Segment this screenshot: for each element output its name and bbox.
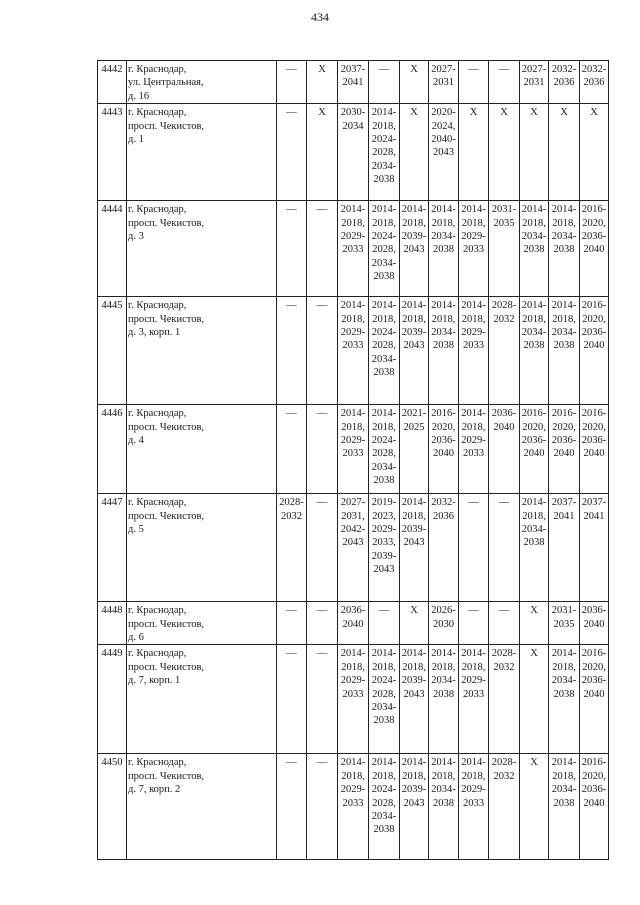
- address-line: г. Краснодар,: [128, 107, 187, 119]
- address-line: г. Краснодар,: [128, 605, 187, 617]
- period-cell: 2016- 2020, 2036- 2040: [580, 201, 609, 297]
- period-cell: —: [277, 645, 307, 754]
- period-cell: —: [459, 602, 489, 645]
- period-cell: 2028- 2032: [277, 494, 307, 602]
- period-cell: X: [459, 104, 489, 201]
- period-cell: 2014- 2018, 2029- 2033: [459, 754, 489, 860]
- address-line: д. 6: [128, 632, 144, 644]
- period-cell: 2036- 2040: [489, 405, 520, 494]
- period-cell: 2037- 2041: [338, 61, 369, 104]
- period-cell: 2030- 2034: [338, 104, 369, 201]
- period-cell: 2014- 2018, 2034- 2038: [520, 297, 549, 405]
- table-row: [98, 297, 609, 405]
- period-cell: 2027- 2031: [520, 61, 549, 104]
- period-cell: 2014- 2018, 2034- 2038: [520, 201, 549, 297]
- address-cell: [127, 754, 277, 860]
- address-line: д. 7, корп. 2: [128, 784, 181, 796]
- period-cell: 2032- 2036: [549, 61, 580, 104]
- period-cell: X: [549, 104, 580, 201]
- period-cell: X: [520, 645, 549, 754]
- table-row: [98, 754, 609, 860]
- period-cell: X: [400, 104, 429, 201]
- table-row: [98, 494, 609, 602]
- address-line: г. Краснодар,: [128, 757, 187, 769]
- repair-schedule-table: [97, 60, 609, 860]
- table-row: [98, 645, 609, 754]
- period-cell: 2014- 2018, 2034- 2038: [429, 754, 459, 860]
- period-cell: —: [459, 61, 489, 104]
- period-cell: 2014- 2018, 2029- 2033: [459, 645, 489, 754]
- period-cell: 2014- 2018, 2039- 2043: [400, 645, 429, 754]
- row-number: 4444: [98, 201, 127, 297]
- address-line: г. Краснодар,: [128, 300, 187, 312]
- period-cell: —: [277, 754, 307, 860]
- address-line: просп. Чекистов,: [128, 421, 205, 433]
- address-line: ул. Центральная,: [128, 77, 204, 89]
- address-cell: [127, 405, 277, 494]
- address-line: просп. Чекистов,: [128, 217, 205, 229]
- period-cell: —: [489, 61, 520, 104]
- row-number: 4443: [98, 104, 127, 201]
- period-cell: 2031- 2035: [489, 201, 520, 297]
- address-line: просп. Чекистов,: [128, 120, 205, 132]
- period-cell: 2032- 2036: [580, 61, 609, 104]
- period-cell: 2019- 2023, 2029- 2033, 2039- 2043: [369, 494, 400, 602]
- period-cell: 2014- 2018, 2024- 2028, 2034- 2038: [369, 297, 400, 405]
- address-line: просп. Чекистов,: [128, 770, 205, 782]
- row-number: 4447: [98, 494, 127, 602]
- period-cell: 2032- 2036: [429, 494, 459, 602]
- period-cell: —: [277, 297, 307, 405]
- address-line: просп. Чекистов,: [128, 661, 205, 673]
- period-cell: —: [489, 602, 520, 645]
- period-cell: —: [307, 297, 338, 405]
- period-cell: —: [277, 602, 307, 645]
- period-cell: 2014- 2018, 2029- 2033: [459, 297, 489, 405]
- period-cell: 2026- 2030: [429, 602, 459, 645]
- period-cell: 2027- 2031: [429, 61, 459, 104]
- period-cell: 2014- 2018, 2034- 2038: [429, 201, 459, 297]
- address-cell: [127, 201, 277, 297]
- period-cell: —: [369, 61, 400, 104]
- period-cell: 2014- 2018, 2029- 2033: [338, 297, 369, 405]
- table-row: [98, 602, 609, 645]
- period-cell: 2014- 2018, 2039- 2043: [400, 297, 429, 405]
- address-cell: [127, 61, 277, 104]
- period-cell: 2014- 2018, 2029- 2033: [459, 201, 489, 297]
- period-cell: X: [520, 602, 549, 645]
- period-cell: 2016- 2020, 2036- 2040: [580, 645, 609, 754]
- period-cell: 2020- 2024, 2040- 2043: [429, 104, 459, 201]
- period-cell: 2014- 2018, 2034- 2038: [549, 201, 580, 297]
- table-row: [98, 405, 609, 494]
- period-cell: —: [369, 602, 400, 645]
- period-cell: X: [307, 104, 338, 201]
- period-cell: 2016- 2020, 2036- 2040: [580, 405, 609, 494]
- row-number: 4442: [98, 61, 127, 104]
- period-cell: 2014- 2018, 2034- 2038: [429, 297, 459, 405]
- period-cell: 2016- 2020, 2036- 2040: [580, 754, 609, 860]
- address-line: просп. Чекистов,: [128, 510, 205, 522]
- period-cell: 2014- 2018, 2039- 2043: [400, 754, 429, 860]
- period-cell: —: [277, 61, 307, 104]
- row-number: 4450: [98, 754, 127, 860]
- period-cell: 2016- 2020, 2036- 2040: [429, 405, 459, 494]
- period-cell: 2014- 2018, 2039- 2043: [400, 494, 429, 602]
- table-row: [98, 61, 609, 104]
- period-cell: 2037- 2041: [580, 494, 609, 602]
- row-number: 4446: [98, 405, 127, 494]
- period-cell: —: [307, 405, 338, 494]
- period-cell: 2014- 2018, 2024- 2028, 2034- 2038: [369, 405, 400, 494]
- period-cell: 2036- 2040: [338, 602, 369, 645]
- period-cell: —: [277, 405, 307, 494]
- period-cell: —: [489, 494, 520, 602]
- period-cell: X: [400, 602, 429, 645]
- period-cell: 2028- 2032: [489, 754, 520, 860]
- period-cell: X: [400, 61, 429, 104]
- period-cell: —: [277, 104, 307, 201]
- address-cell: [127, 602, 277, 645]
- period-cell: —: [459, 494, 489, 602]
- period-cell: X: [520, 754, 549, 860]
- address-line: г. Краснодар,: [128, 204, 187, 216]
- address-line: г. Краснодар,: [128, 497, 187, 509]
- period-cell: 2014- 2018, 2029- 2033: [338, 645, 369, 754]
- row-number: 4445: [98, 297, 127, 405]
- table-row: [98, 201, 609, 297]
- period-cell: 2014- 2018, 2029- 2033: [338, 201, 369, 297]
- period-cell: X: [520, 104, 549, 201]
- period-cell: 2037- 2041: [549, 494, 580, 602]
- address-line: д. 5: [128, 524, 144, 536]
- period-cell: —: [277, 201, 307, 297]
- period-cell: 2031- 2035: [549, 602, 580, 645]
- address-cell: [127, 645, 277, 754]
- period-cell: —: [307, 201, 338, 297]
- address-cell: [127, 104, 277, 201]
- period-cell: 2036- 2040: [580, 602, 609, 645]
- address-cell: [127, 494, 277, 602]
- address-line: д. 16: [128, 90, 150, 102]
- address-line: д. 7, корп. 1: [128, 675, 181, 687]
- row-number: 4448: [98, 602, 127, 645]
- period-cell: —: [307, 754, 338, 860]
- address-line: д. 3: [128, 231, 144, 243]
- period-cell: —: [307, 602, 338, 645]
- period-cell: X: [489, 104, 520, 201]
- period-cell: 2014- 2018, 2029- 2033: [459, 405, 489, 494]
- address-line: д. 3, корп. 1: [128, 327, 181, 339]
- page-number: 434: [311, 10, 329, 24]
- address-line: просп. Чекистов,: [128, 618, 205, 630]
- address-line: г. Краснодар,: [128, 408, 187, 420]
- period-cell: 2014- 2018, 2024- 2028, 2034- 2038: [369, 104, 400, 201]
- period-cell: 2016- 2020, 2036- 2040: [549, 405, 580, 494]
- period-cell: 2027- 2031, 2042- 2043: [338, 494, 369, 602]
- address-line: г. Краснодар,: [128, 64, 187, 75]
- period-cell: —: [307, 645, 338, 754]
- address-cell: [127, 297, 277, 405]
- period-cell: X: [307, 61, 338, 104]
- period-cell: 2014- 2018, 2024- 2028, 2034- 2038: [369, 645, 400, 754]
- period-cell: 2014- 2018, 2029- 2033: [338, 754, 369, 860]
- address-line: д. 1: [128, 134, 144, 146]
- period-cell: 2014- 2018, 2024- 2028, 2034- 2038: [369, 754, 400, 860]
- period-cell: 2016- 2020, 2036- 2040: [520, 405, 549, 494]
- address-line: г. Краснодар,: [128, 648, 187, 660]
- period-cell: 2028- 2032: [489, 297, 520, 405]
- period-cell: 2014- 2018, 2034- 2038: [549, 645, 580, 754]
- period-cell: 2014- 2018, 2034- 2038: [549, 297, 580, 405]
- period-cell: 2014- 2018, 2024- 2028, 2034- 2038: [369, 201, 400, 297]
- period-cell: 2014- 2018, 2029- 2033: [338, 405, 369, 494]
- period-cell: —: [307, 494, 338, 602]
- period-cell: 2014- 2018, 2034- 2038: [549, 754, 580, 860]
- period-cell: 2028- 2032: [489, 645, 520, 754]
- period-cell: 2021- 2025: [400, 405, 429, 494]
- period-cell: 2016- 2020, 2036- 2040: [580, 297, 609, 405]
- address-line: д. 4: [128, 435, 144, 447]
- period-cell: X: [580, 104, 609, 201]
- period-cell: 2014- 2018, 2034- 2038: [429, 645, 459, 754]
- period-cell: 2014- 2018, 2034- 2038: [520, 494, 549, 602]
- row-number: 4449: [98, 645, 127, 754]
- address-line: просп. Чекистов,: [128, 313, 205, 325]
- table-row: [98, 104, 609, 201]
- period-cell: 2014- 2018, 2039- 2043: [400, 201, 429, 297]
